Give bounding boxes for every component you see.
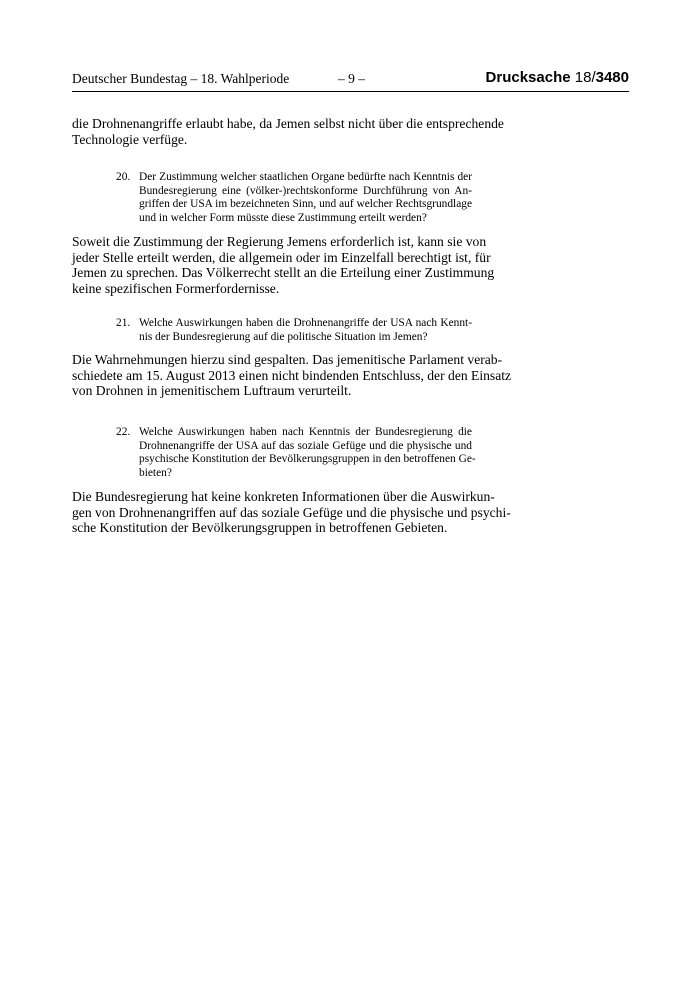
text-line: gen von Drohnenangriffen auf das soziale Gefüge und die physische und psychi- [72, 504, 511, 520]
text-line: sche Konstitution der Bevölkerungsgruppen in betroffenen Gebieten. [72, 520, 448, 536]
text-line: und in welcher Form müsste diese Zustimmung erteilt werden? [139, 211, 427, 224]
page-number: – 9 – [338, 71, 365, 86]
text-line: keine spezifischen Formerfordernisse. [72, 280, 280, 296]
text-line: Die Wahrnehmungen hierzu sind gespalten. Das jemenitische Parlament verab- [72, 352, 503, 367]
text-line: Bundesregierung eine (völker-)rechtskonforme Durchführung von An- [139, 184, 472, 197]
text-line: Welche Auswirkungen haben die Drohnenangriffe der USA nach Kennt- [139, 317, 472, 329]
text-line: Welche Auswirkungen haben nach Kenntnis der Bundesregierung die [139, 426, 472, 438]
text-line: Die Bundesregierung hat keine konkreten Informationen über die Auswirkun- [72, 489, 495, 504]
document-number-prefix: 18/ [574, 69, 596, 86]
text-line: von Drohnen in jemenitischem Luftraum verurteilt. [72, 383, 352, 399]
question-number: 21. [116, 317, 131, 329]
text-line: Soweit die Zustimmung der Regierung Jemens erforderlich ist, kann sie von [72, 234, 487, 249]
answer-20 [72, 234, 495, 296]
text-line: bieten? [139, 466, 172, 479]
text-line: die Drohnenangriffe erlaubt habe, da Jemen selbst nicht über die entsprechende [72, 116, 504, 131]
document-label: Drucksache [485, 69, 571, 86]
text-line: jeder Stelle erteilt werden, die allgemein oder im Einzelfall berechtigt ist, für [72, 249, 491, 265]
answer-22 [72, 489, 511, 536]
text-line: schiedete am 15. August 2013 einen nicht bindenden Entschluss, der den Einsatz [72, 367, 512, 383]
document-number [486, 69, 629, 86]
text-line: psychische Konstitution der Bevölkerungsgruppen in den betroffenen Ge- [139, 453, 476, 466]
text-line: nis der Bundesregierung auf die politische Situation im Jemen? [139, 330, 428, 343]
text-line: griffen der USA im bezeichneten Sinn, und auf welcher Rechtsgrundlage [139, 198, 472, 211]
document-number-main: 3480 [595, 69, 629, 86]
question-number: 22. [116, 426, 131, 438]
page-header [72, 69, 629, 92]
text-line: Drohnenangriffe der USA auf das soziale Gefüge und die physische und [139, 439, 472, 452]
question-text [139, 171, 472, 225]
intro-paragraph [72, 116, 504, 147]
answer-21 [72, 352, 512, 399]
question-text [139, 426, 476, 480]
text-line: Technologie verfüge. [72, 131, 188, 147]
question-text [139, 317, 472, 344]
text-line: Der Zustimmung welcher staatlichen Organe bedürfte nach Kenntnis der [139, 171, 472, 183]
question-number: 20. [116, 171, 131, 183]
text-line: Jemen zu sprechen. Das Völkerrecht stellt an die Erteilung einer Zustimmung [72, 265, 495, 281]
header-publication: Deutscher Bundestag – 18. Wahlperiode [72, 71, 290, 86]
